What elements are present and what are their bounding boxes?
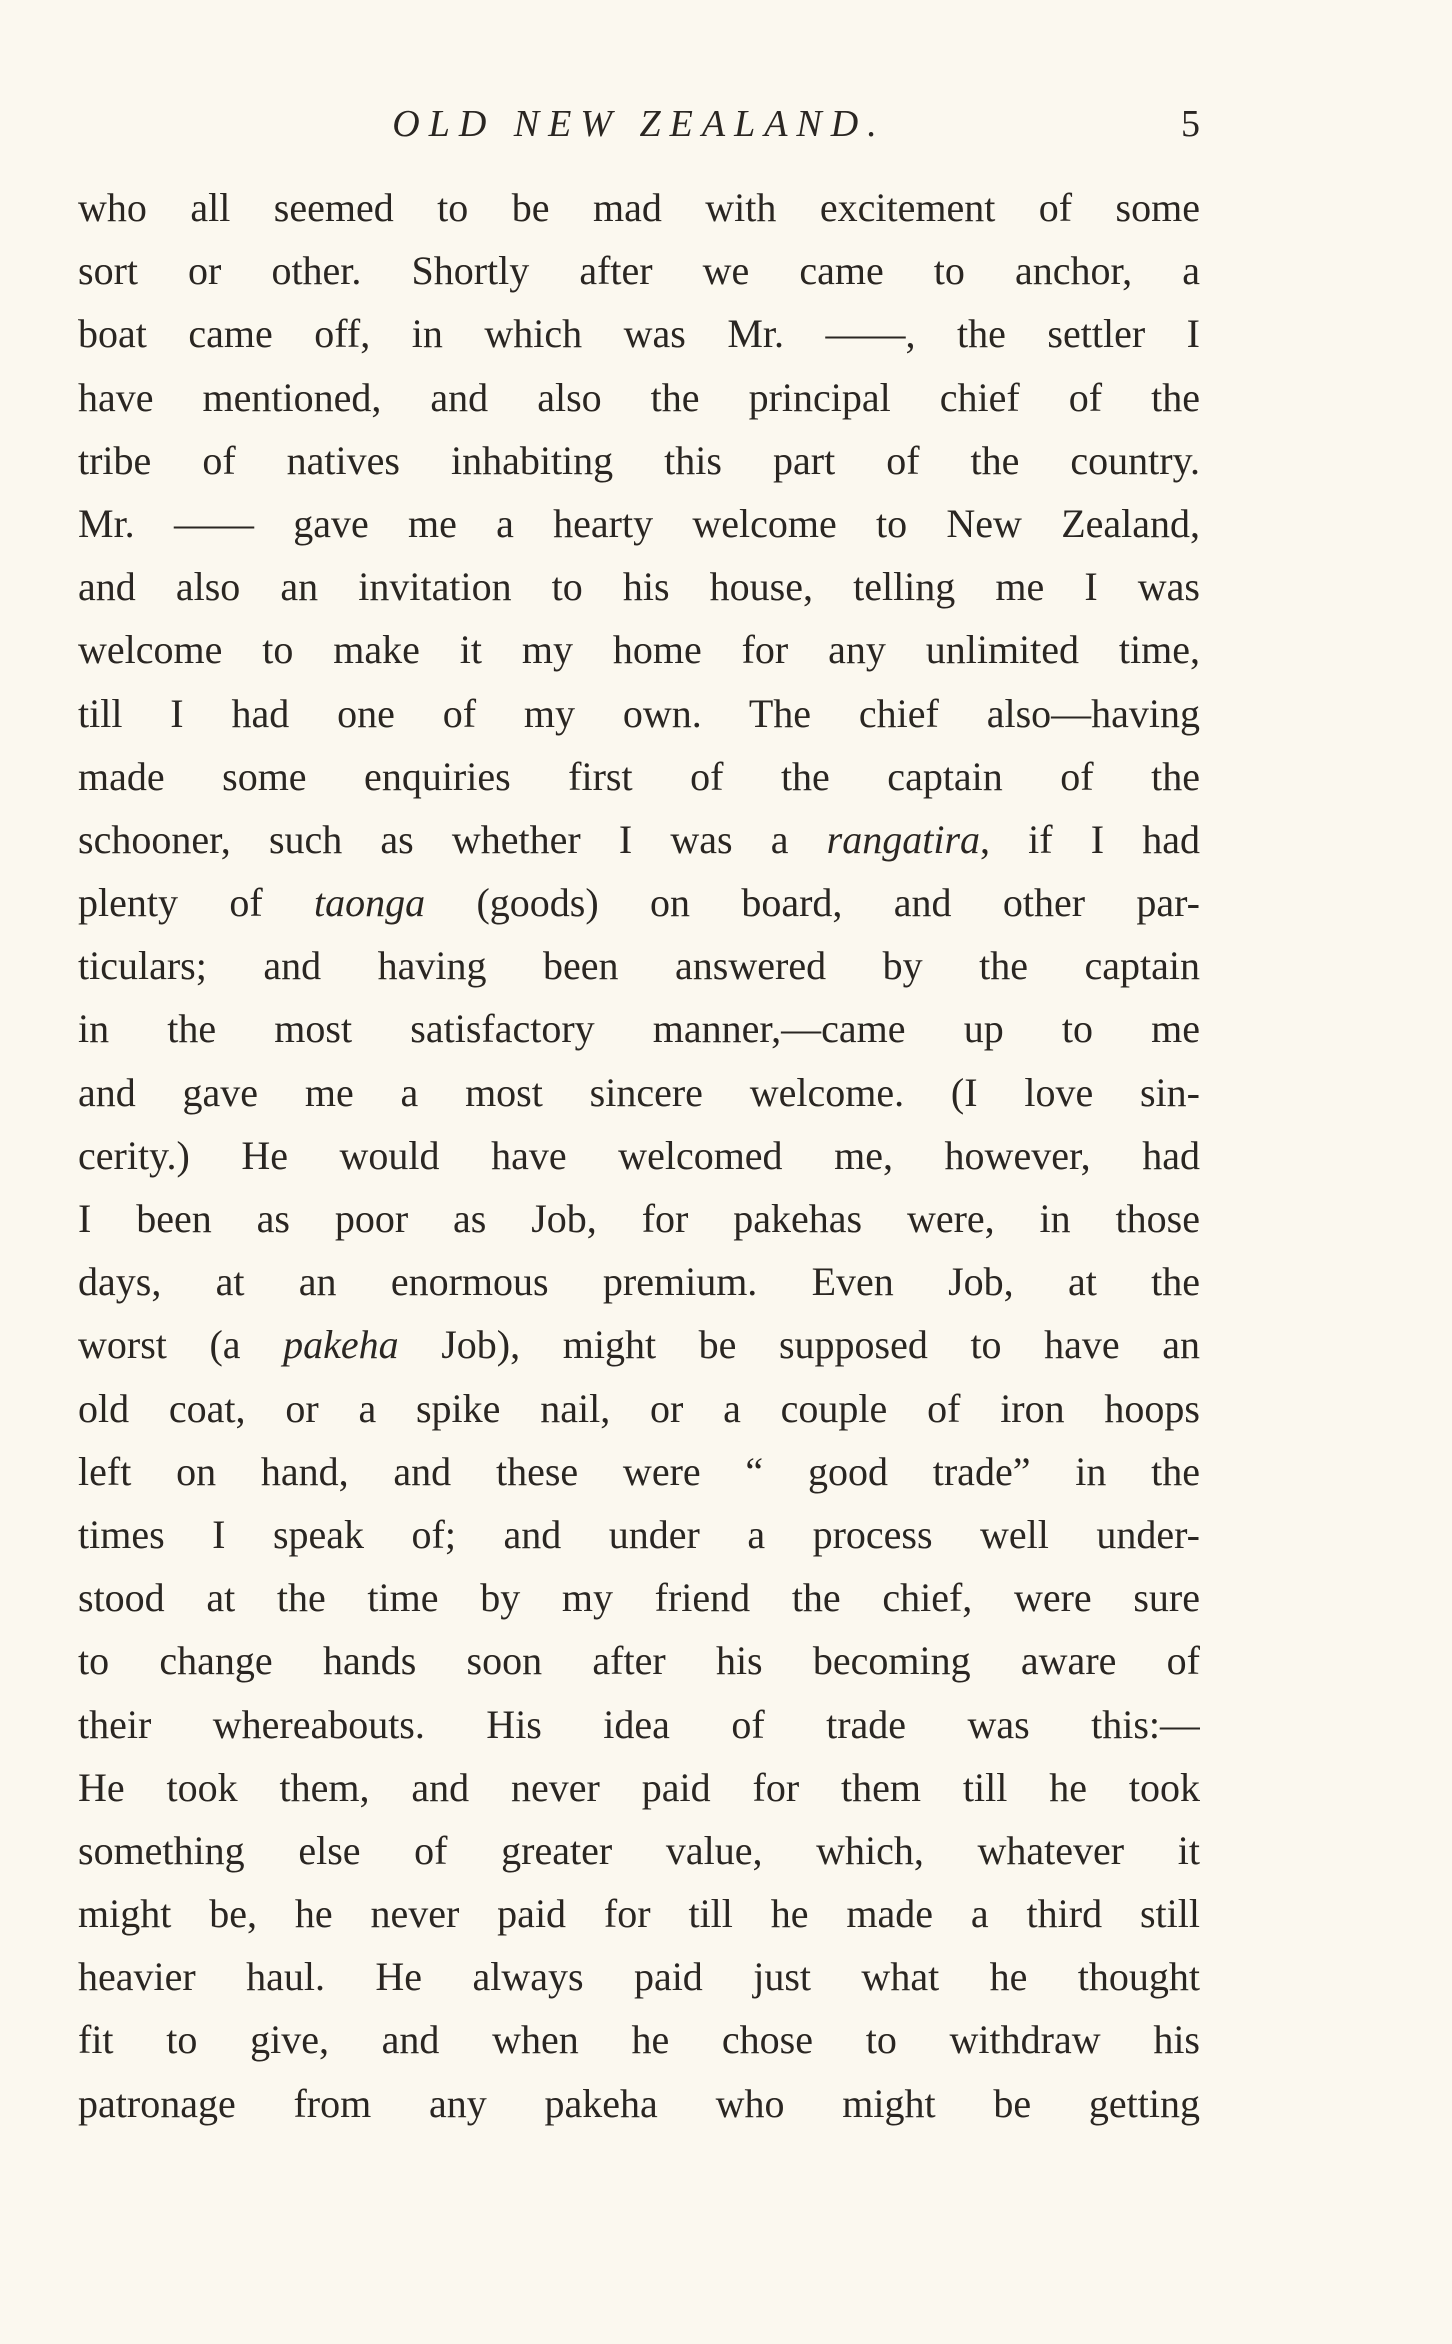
text-line — [78, 302, 1200, 365]
running-title: OLD NEW ZEALAND. — [392, 103, 886, 145]
text-segment: schooner, such as whether I was a — [78, 816, 827, 862]
text-line — [78, 618, 1200, 681]
text-segment: sort or other. Shortly after we came to anchor, a — [78, 248, 1200, 294]
text-segment: plenty of — [78, 880, 314, 926]
text-line — [78, 1503, 1200, 1566]
page-number: 5 — [1181, 103, 1200, 145]
text-segment: Job), might be supposed to have an — [398, 1322, 1200, 1368]
text-line — [78, 2072, 1200, 2135]
text-line — [78, 1250, 1200, 1313]
text-segment: fit to give, and when he chose to withdraw his — [78, 2017, 1200, 2063]
text-segment: to change hands soon after his becoming aware of — [78, 1638, 1200, 1684]
text-line — [78, 871, 1200, 934]
text-line — [78, 1945, 1200, 2008]
text-segment: stood at the time by my friend the chief, were sure — [78, 1575, 1200, 1621]
text-segment: old coat, or a spike nail, or a couple of iron hoops — [78, 1385, 1200, 1431]
text-line — [78, 1566, 1200, 1629]
text-segment: till I had one of my own. The chief also—having — [78, 690, 1200, 736]
text-line — [78, 1882, 1200, 1945]
body-text — [78, 176, 1200, 2135]
text-segment: their whereabouts. His idea of trade was this:— — [78, 1701, 1200, 1747]
running-head — [78, 100, 1200, 148]
text-line — [78, 1124, 1200, 1187]
text-segment: might be, he never paid for till he made a third still — [78, 1891, 1200, 1937]
text-segment: made some enquiries first of the captain of the — [78, 753, 1200, 799]
text-segment: times I speak of; and under a process well under- — [78, 1511, 1200, 1557]
text-segment: I been as poor as Job, for pakehas were, in those — [78, 1196, 1200, 1241]
text-line — [78, 429, 1200, 492]
text-line — [78, 176, 1200, 239]
text-line — [78, 1629, 1200, 1692]
italic-term: rangatira — [826, 816, 981, 862]
text-segment: ticulars; and having been answered by the captain — [78, 943, 1200, 989]
text-line — [78, 1313, 1200, 1376]
text-segment: He took them, and never paid for them till he took — [78, 1764, 1200, 1810]
text-line — [78, 1061, 1200, 1124]
text-line — [78, 239, 1200, 302]
text-segment: heavier haul. He always paid just what he thought — [78, 1954, 1200, 2000]
text-segment: Mr. —— gave me a hearty welcome to New Zealand, — [78, 500, 1200, 546]
text-line — [78, 1377, 1200, 1440]
text-segment: (goods) on board, and other par- — [425, 880, 1200, 926]
text-segment: patronage from any pakeha who might be getting — [78, 2080, 1200, 2126]
text-segment: cerity.) He would have welcomed me, however, had — [78, 1132, 1200, 1178]
text-segment: who all seemed to be mad with excitement of some — [78, 185, 1200, 230]
text-line — [78, 1819, 1200, 1882]
text-segment: days, at an enormous premium. Even Job, at the — [78, 1259, 1200, 1305]
text-line — [78, 1756, 1200, 1819]
text-line — [78, 934, 1200, 997]
text-line — [78, 555, 1200, 618]
text-segment: left on hand, and these were “ good trade” in the — [78, 1448, 1200, 1494]
text-line — [78, 1693, 1200, 1756]
text-line — [78, 492, 1200, 555]
text-segment: worst (a — [78, 1322, 284, 1368]
text-line — [78, 1187, 1200, 1250]
italic-term: taonga — [313, 880, 426, 926]
text-segment: , if I had — [980, 816, 1200, 862]
text-line — [78, 2008, 1200, 2071]
italic-term: pakeha — [283, 1322, 399, 1368]
text-segment: have mentioned, and also the principal chief of the — [78, 374, 1200, 420]
text-segment: welcome to make it my home for any unlimited time, — [78, 627, 1200, 673]
text-line — [78, 997, 1200, 1060]
text-segment: in the most satisfactory manner,—came up to me — [78, 1006, 1200, 1052]
text-line — [78, 366, 1200, 429]
text-line — [78, 808, 1200, 871]
text-segment: tribe of natives inhabiting this part of the country. — [78, 437, 1200, 483]
text-segment: something else of greater value, which, whatever it — [78, 1827, 1200, 1873]
text-line — [78, 745, 1200, 808]
text-line — [78, 1440, 1200, 1503]
text-segment: boat came off, in which was Mr. ——, the settler I — [78, 311, 1200, 357]
text-segment: and also an invitation to his house, telling me I was — [78, 564, 1200, 610]
text-line — [78, 682, 1200, 745]
text-segment: and gave me a most sincere welcome. (I love sin- — [78, 1069, 1200, 1115]
